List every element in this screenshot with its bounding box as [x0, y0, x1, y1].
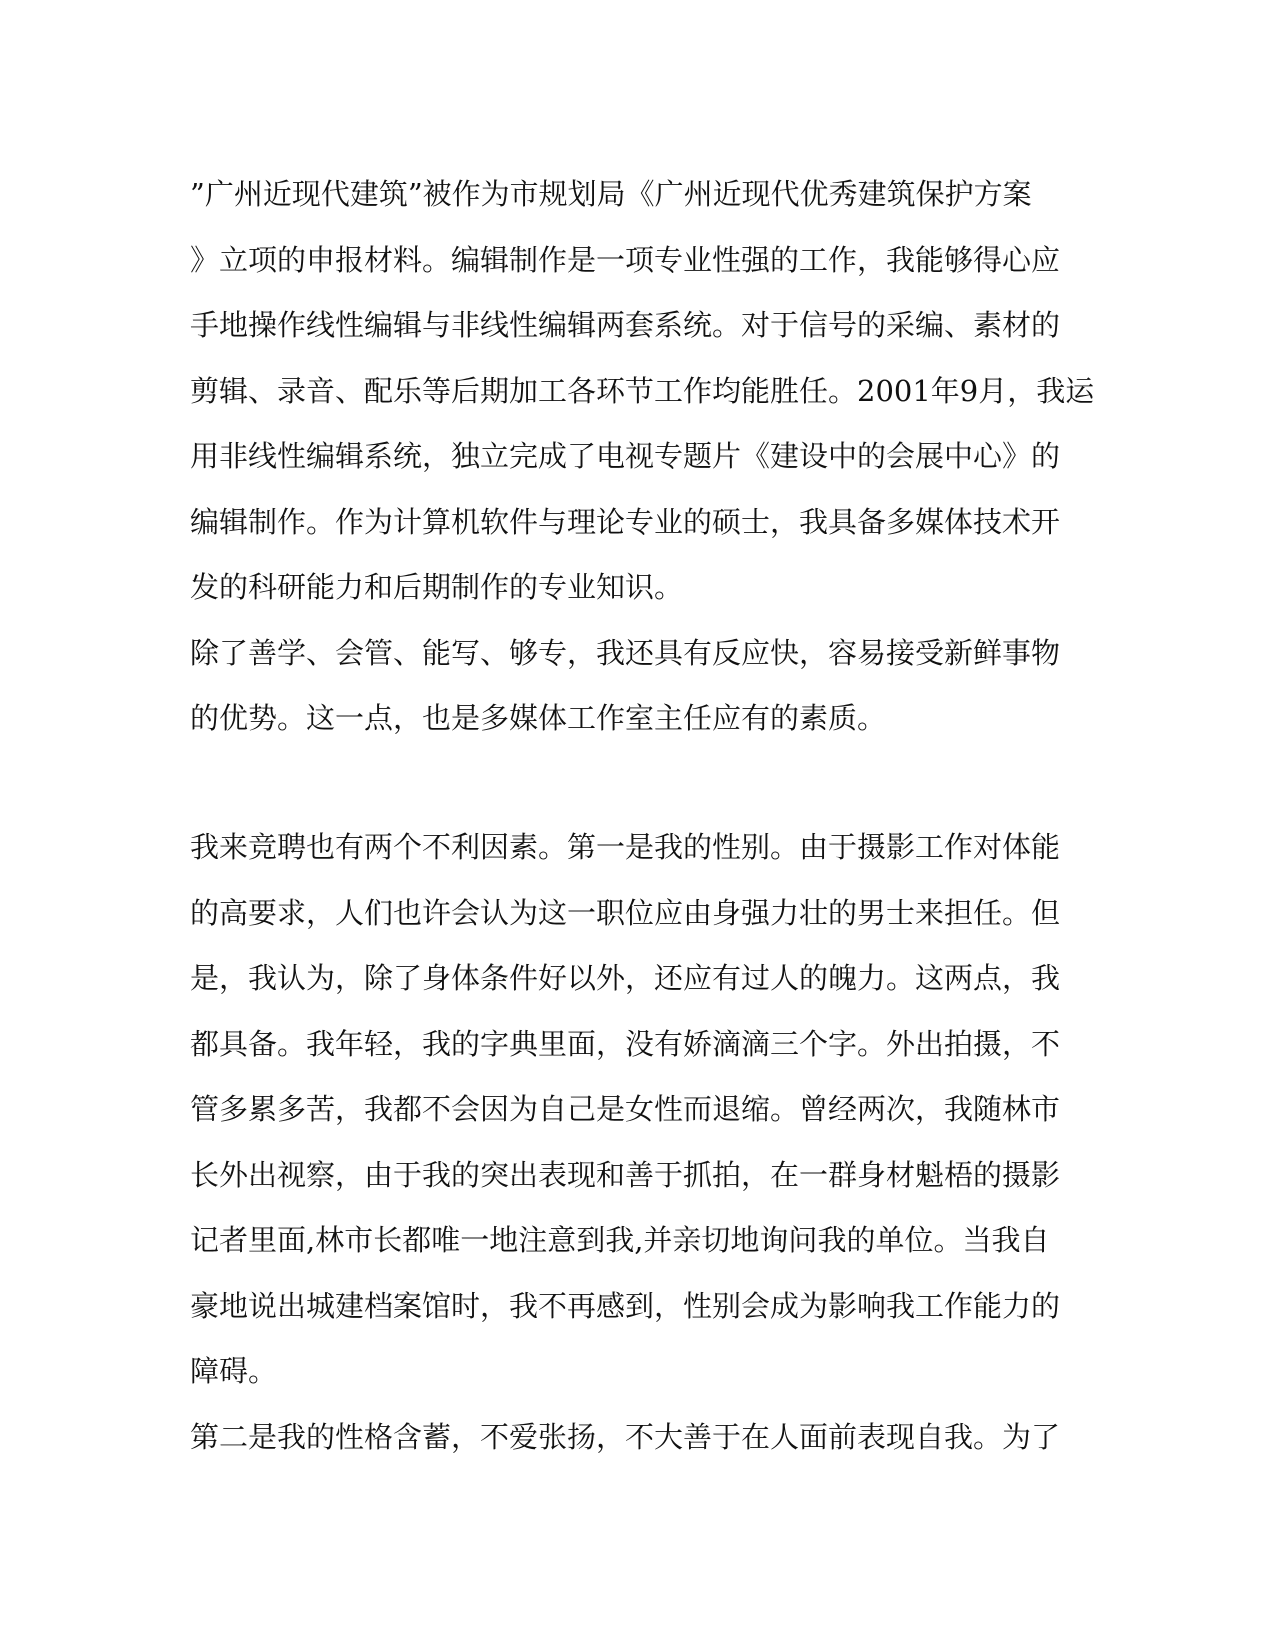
- text-line: 记者里面,林市长都唯一地注意到我,并亲切地询问我的单位。当我自: [190, 1223, 1050, 1257]
- text-line: 管多累多苦，我都不会因为自己是女性而退缩。曾经两次，我随林市: [190, 1092, 1061, 1126]
- text-line: 我来竞聘也有两个不利因素。第一是我的性别。由于摄影工作对体能: [190, 830, 1061, 864]
- text-line: 的优势。这一点，也是多媒体工作室主任应有的素质。: [190, 701, 887, 735]
- text-line: 剪辑、录音、配乐等后期加工各环节工作均能胜任。2001年9月，我运: [190, 373, 1095, 408]
- text-line: 的高要求，人们也许会认为这一职位应由身强力壮的男士来担任。但: [190, 895, 1061, 930]
- text-line: 都具备。我年轻，我的字典里面，没有娇滴滴三个字。外出拍摄，不: [190, 1026, 1061, 1061]
- text-line: 发的科研能力和后期制作的专业知识。: [190, 570, 684, 604]
- text-line: 手地操作线性编辑与非线性编辑两套系统。对于信号的采编、素材的: [190, 308, 1061, 342]
- text-line: 长外出视察，由于我的突出表现和善于抓拍，在一群身材魁梧的摄影: [190, 1157, 1061, 1192]
- text-block-1: [190, 162, 1095, 752]
- text-line: 除了善学、会管、能写、够专，我还具有反应快，容易接受新鲜事物: [190, 635, 1061, 670]
- text-line: 豪地说出城建档案馆时，我不再感到，性别会成为影响我工作能力的: [190, 1288, 1061, 1323]
- text-line: 》立项的申报材料。编辑制作是一项专业性强的工作，我能够得心应: [190, 242, 1061, 277]
- text-line: ”广州近现代建筑”被作为市规划局《广州近现代优秀建筑保护方案: [190, 177, 1032, 211]
- text-line: 编辑制作。作为计算机软件与理论专业的硕士，我具备多媒体技术开: [190, 504, 1061, 539]
- text-line: 是，我认为，除了身体条件好以外，还应有过人的魄力。这两点，我: [190, 961, 1061, 995]
- text-line: 第二是我的性格含蓄，不爱张扬，不大善于在人面前表现自我。为了: [190, 1419, 1061, 1454]
- text-line: 用非线性编辑系统，独立完成了电视专题片《建设中的会展中心》的: [190, 439, 1061, 473]
- text-block-2: [190, 815, 1090, 1470]
- text-line: 障碍。: [190, 1354, 278, 1388]
